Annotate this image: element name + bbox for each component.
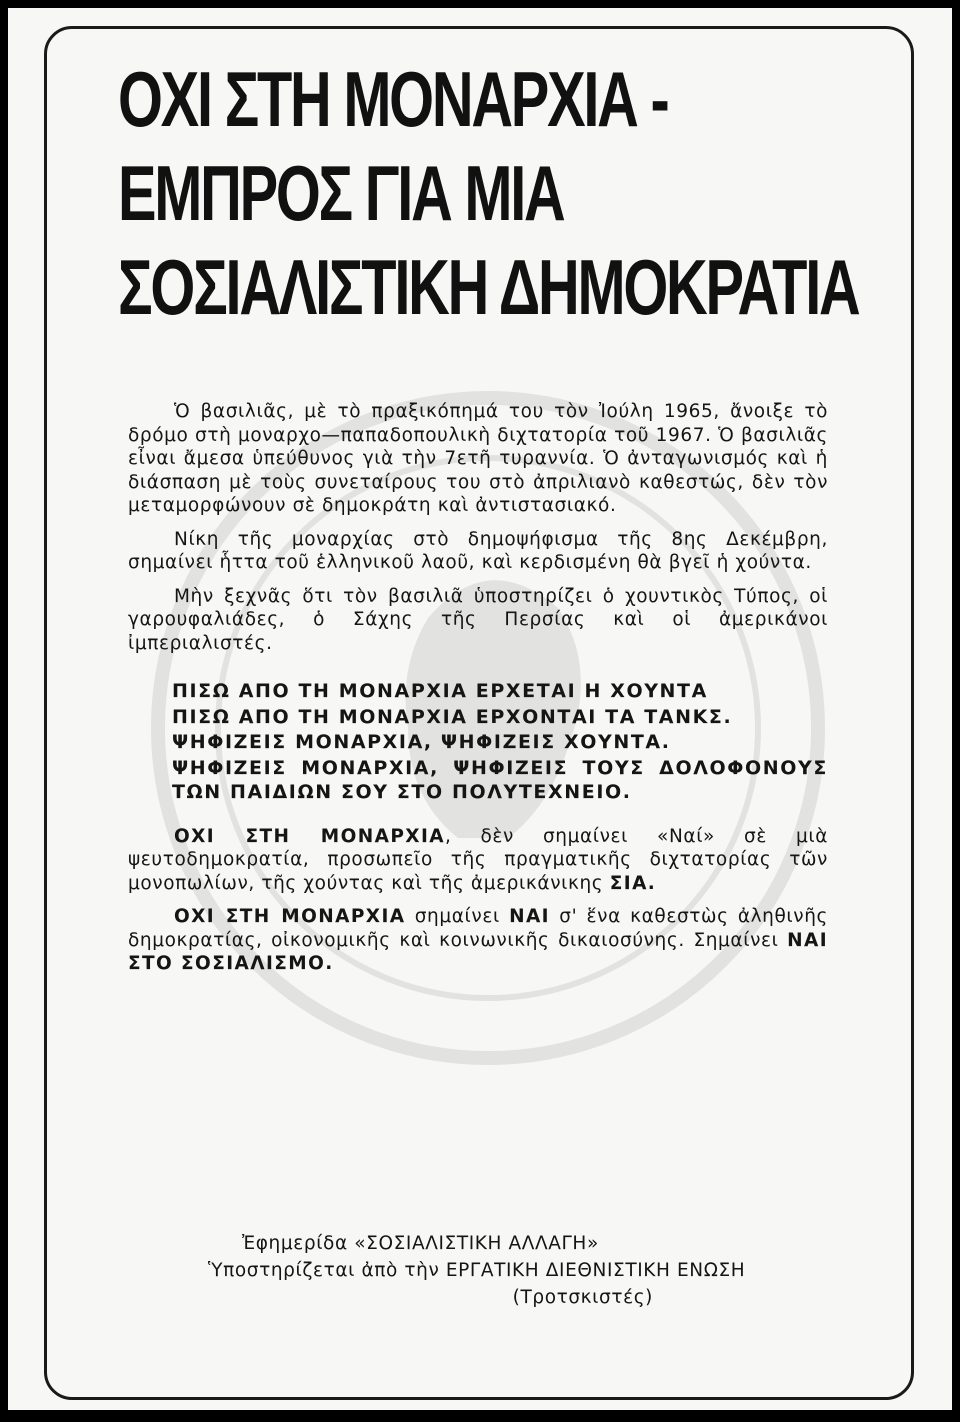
slogan-line: ΠΙΣΩ ΑΠΟ ΤΗ ΜΟΝΑΡΧΙΑ ΕΡΧΕΤΑΙ Η ΧΟΥΝΤΑ (172, 680, 708, 702)
closing-text: σ' ἕνα καθεστὼς ἀληθινῆς δημοκρατίας, οἰκονομικῆς καὶ κοινωνικῆς δικαιοσύνης. Σημαίνει (128, 906, 829, 951)
poster-footer (208, 1230, 828, 1311)
closing-text: , δὲν σημαίνει «Ναί» σὲ μιὰ ψευτοδημοκρατία, προσωπεῖο τῆς πραγματικῆς διχτατορίας τῶν μονοπωλίων, τῆς χούντας καὶ τῆς ἀμερικάνικης (128, 825, 828, 894)
paragraph-no-monarchy-1 (128, 825, 828, 896)
slogan-line: ΨΗΦΙΖΕΙΣ ΜΟΝΑΡΧΙΑ, ΨΗΦΙΖΕΙΣ ΧΟΥΝΤΑ. (172, 731, 671, 753)
headline-line-3: ΣΟΣΙΑΛΙΣΤΙΚΗ ΔΗΜΟΚΡΑΤΙΑ (118, 243, 859, 331)
closing-text: σημαίνει (405, 906, 510, 927)
paragraph-no-monarchy-2 (128, 905, 828, 976)
poster-body (128, 400, 828, 986)
slogan-line: ΨΗΦΙΖΕΙΣ ΜΟΝΑΡΧΙΑ, ΨΗΦΙΖΕΙΣ ΤΟΥΣ ΔΟΛΟΦΟΝΟΥΣ ΤΩΝ ΠΑΙΔΙΩΝ ΣΟΥ ΣΤΟ ΠΟΛΥΤΕΧΝΕΙΟ. (172, 756, 828, 803)
closing-end: ΣΙΑ. (609, 872, 657, 894)
footer-supported-by: Ὑποστηρίζεται ἀπὸ τὴν ΕΡΓΑΤΙΚΗ ΔΙΕΘΝΙΣΤΙΚΗ ΕΝΩΣΗ (208, 1260, 746, 1281)
poster-sheet (8, 8, 952, 1410)
slogans-block (172, 679, 828, 805)
headline-line-1: ΟΧΙ ΣΤΗ ΜΟΝΑΡΧΙΑ - (118, 55, 668, 143)
footer-newspaper: Ἐφημερίδα «ΣΟΣΙΑΛΙΣΤΙΚΗ ΑΛΛΑΓΗ» (242, 1233, 599, 1254)
paragraph-supporters: Μὴν ξεχνᾶς ὅτι τὸν βασιλιᾶ ὑποστηρίζει ὁ χουντικὸς Τύπος, οἱ γαρουφαλιάδες, ὁ Σάχης τῆς Περσίας καὶ οἱ ἀμερικάνοι ἰμπεριαλιστές. (128, 585, 828, 654)
closing-yes: ΝΑΙ (509, 906, 550, 927)
closing-lead: ΟΧΙ ΣΤΗ ΜΟΝΑΡΧΙΑ (174, 906, 406, 927)
headline-line-2: ΕΜΠΡΟΣ ΓΙΑ ΜΙΑ (118, 149, 564, 237)
closing-lead: ΟΧΙ ΣΤΗ ΜΟΝΑΡΧΙΑ (174, 825, 445, 847)
closing-end: ΝΑΙ ΣΤΟ ΣΟΣΙΑΛΙΣΜΟ. (128, 929, 828, 974)
paragraph-king-coup: Ὁ βασιλιᾶς, μὲ τὸ πραξικόπημά του τὸν Ἰούλη 1965, ἄνοιξε τὸ δρόμο στὴ μοναρχο—παπαδοπουλικὴ διχτατορία τοῦ 1967. Ὁ βασιλιᾶς εἶναι ἄμεσα ὑπεύθυνος γιὰ τὴν 7ετῆ τυραννία. Ὁ ἀνταγωνισμός καὶ ἡ διάσπαση μὲ τοὺς συνεταίρους του στὸ ἀπριλιανὸ καθεστώς, δὲν τὸν μεταμορφώνουν σὲ δημοκράτη καὶ ἀντιστασιακό. (128, 401, 828, 516)
paragraph-referendum: Νίκη τῆς μοναρχίας στὸ δημοψήφισμα τῆς 8ης Δεκέμβρη, σημαίνει ἧττα τοῦ ἑλληνικοῦ λαοῦ, καὶ κερδισμένη θὰ βγεῖ ἡ χούντα. (128, 528, 828, 573)
poster-headline (118, 52, 878, 334)
footer-affiliation: (Τροτσκιστές) (512, 1287, 653, 1308)
slogan-line: ΠΙΣΩ ΑΠΟ ΤΗ ΜΟΝΑΡΧΙΑ ΕΡΧΟΝΤΑΙ ΤΑ ΤΑΝΚΣ. (172, 705, 733, 728)
